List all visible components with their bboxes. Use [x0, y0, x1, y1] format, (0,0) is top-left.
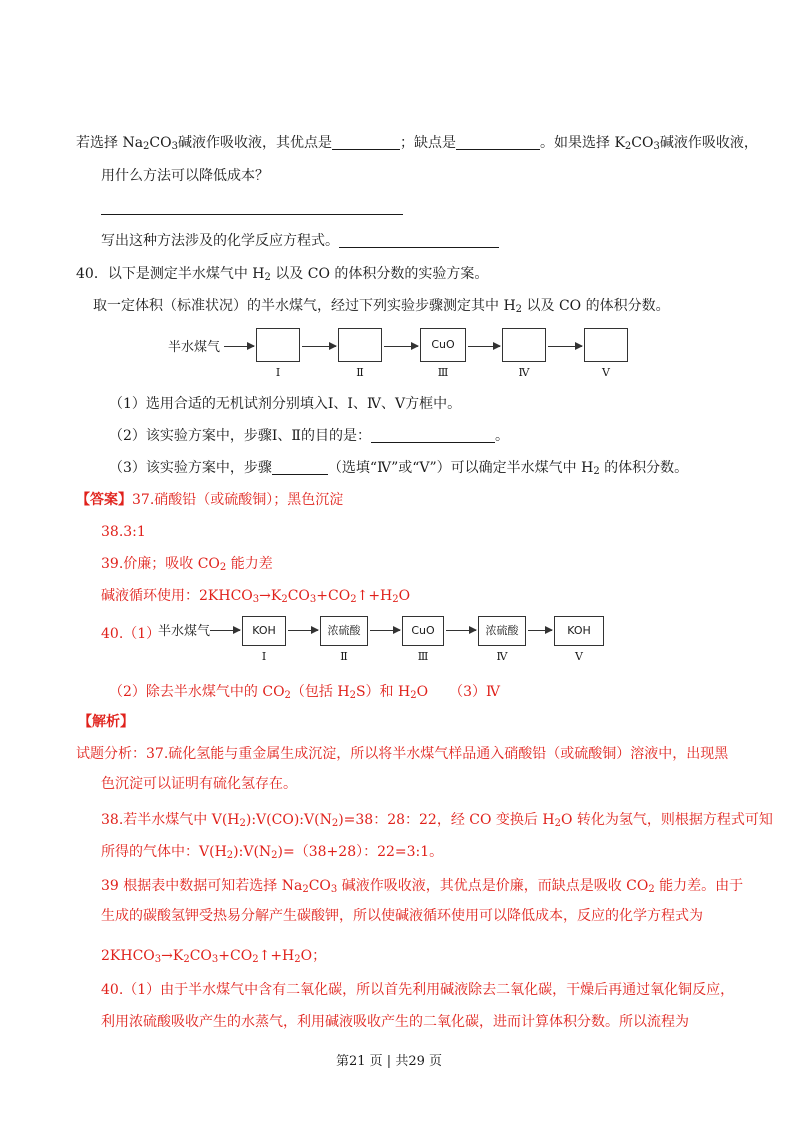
q39-line2: 用什么方法可以降低成本？: [101, 168, 269, 184]
step-label: Ⅴ: [575, 650, 583, 663]
step-label: Ⅳ: [496, 650, 508, 663]
analysis-37-line2: 色沉淀可以证明有硫化氢存在。: [101, 776, 297, 792]
analysis-39-equation: $2KHCO_3\to K_2CO_3+CO_2↑+H_2O$；: [101, 948, 327, 965]
q40-intro: 取一定体积（标准状况）的半水煤气，经过下列实验步骤测定其中 $H_2$ 以及 CO 的体积分数。: [93, 298, 670, 315]
q39-line3: 写出这种方法涉及的化学反应方程式。: [101, 231, 499, 251]
analysis-40-line1: 40.（1）由于半水煤气中含有二氧化碳，所以首先利用碱液除去二氧化碳，干燥后再通过氧化铜反应，: [101, 982, 735, 998]
q40-sub2: （2）该实验方案中，步骤Ⅰ、Ⅱ的目的是： 。: [109, 428, 509, 444]
answer-37: 【答案】37.硝酸铅（或硫酸铜）；黑色沉淀: [76, 492, 344, 508]
analysis-38-line1: 38.若半水煤气中 $V(H_2):V(CO):V(N_2)=38$：28：22，经 CO 变换后 $H_2O$ 转化为氢气，则根据方程式可知: [101, 812, 773, 829]
flow-arrow: [210, 630, 240, 631]
analysis-37-line1: 试题分析：37.硫化氢能与重金属生成沉淀，所以将半水煤气样品通入硝酸铅（或硫酸铜）溶液中，出现黑: [76, 746, 729, 762]
answer-38: 38.3:1: [101, 524, 146, 540]
diagram-start-label: 半水煤气: [168, 340, 221, 355]
flow-box-koh: KOH: [554, 616, 604, 646]
step-label: Ⅲ: [437, 366, 449, 379]
diagram-start-label: 半水煤气: [158, 624, 211, 639]
step-label: Ⅲ: [417, 650, 429, 663]
step-label: Ⅳ: [518, 366, 530, 379]
answer-39-equation: 碱液循环使用：$2KHCO_3\to K_2CO_3+CO_2↑+H_2O$: [101, 588, 411, 605]
page-footer: 第21 页 | 共29 页: [336, 1054, 442, 1069]
analysis-40-line2: 利用浓硫酸吸收产生的水蒸气，利用碱液吸收产生的二氧化碳，进而计算体积分数。所以流程为: [101, 1014, 689, 1030]
answer-tag: 【答案】: [76, 492, 132, 508]
q39-line1: 若选择 $Na_2CO_3$碱液作吸收液，其优点是 ；缺点是 。如果选择 $K_2CO_3$碱液作吸收液，: [76, 135, 758, 152]
flow-arrow: [446, 630, 476, 631]
flow-box-2[interactable]: [338, 328, 382, 362]
flow-box-1[interactable]: [256, 328, 300, 362]
flow-box-5[interactable]: [584, 328, 628, 362]
step-label: Ⅱ: [356, 366, 364, 379]
analysis-39-line2: 生成的碳酸氢钾受热易分解产生碳酸钾，所以使碱液循环使用可以降低成本，反应的化学方程式为: [101, 908, 703, 924]
q40-title: 40．以下是测定半水煤气中 $H_2$ 以及 CO 的体积分数的实验方案。: [76, 266, 489, 283]
answer-line[interactable]: [101, 214, 403, 215]
step-label: Ⅰ: [275, 366, 281, 379]
flow-arrow: [528, 630, 552, 631]
answer-blank[interactable]: [332, 135, 400, 150]
flow-box-4[interactable]: [502, 328, 546, 362]
analysis-39-line1: 39 根据表中数据可知若选择 $Na_2CO_3$ 碱液作吸收液，其优点是价廉，而缺点是吸收 $CO_2$ 能力差。由于: [101, 878, 744, 895]
flow-arrow: [288, 630, 318, 631]
analysis-tag: 【解析】: [78, 714, 134, 730]
flow-box-cuo: CuO: [402, 616, 444, 646]
step-label: Ⅱ: [340, 650, 348, 663]
flow-box-cuo: CuO: [420, 328, 466, 362]
q40-sub3: （3）该实验方案中，步骤 （选填“Ⅳ”或“Ⅴ”）可以确定半水煤气中 $H_2$ 的体积分数。: [109, 460, 689, 477]
flow-box-h2so4: 浓硫酸: [320, 616, 368, 646]
step-label: Ⅴ: [602, 366, 610, 379]
flow-arrow: [548, 346, 582, 347]
answer-40-2-3: （2）除去半水煤气中的 $CO_2$（包括 $H_2S$）和 $H_2O$ （3）Ⅳ: [109, 684, 500, 701]
step-label: Ⅰ: [261, 650, 267, 663]
flow-arrow: [468, 346, 500, 347]
analysis-38-line2: 所得的气体中：$V(H_2):V(N_2)=(38+28)$：22=3:1。: [101, 844, 444, 861]
flow-box-h2so4: 浓硫酸: [478, 616, 526, 646]
flow-arrow: [224, 346, 254, 347]
answer-40-label: 40.（1）: [101, 626, 161, 642]
answer-39: 39.价廉；吸收 $CO_2$ 能力差: [101, 556, 273, 573]
flow-arrow: [302, 346, 336, 347]
answer-blank[interactable]: [272, 460, 328, 475]
answer-blank[interactable]: [456, 135, 540, 150]
flow-arrow: [370, 630, 400, 631]
answer-blank[interactable]: [371, 428, 495, 443]
answer-blank[interactable]: [339, 233, 499, 248]
flow-box-koh: KOH: [242, 616, 286, 646]
flow-arrow: [384, 346, 418, 347]
q40-sub1: （1）选用合适的无机试剂分别填入Ⅰ、Ⅰ、Ⅳ、Ⅴ方框中。: [109, 396, 462, 412]
